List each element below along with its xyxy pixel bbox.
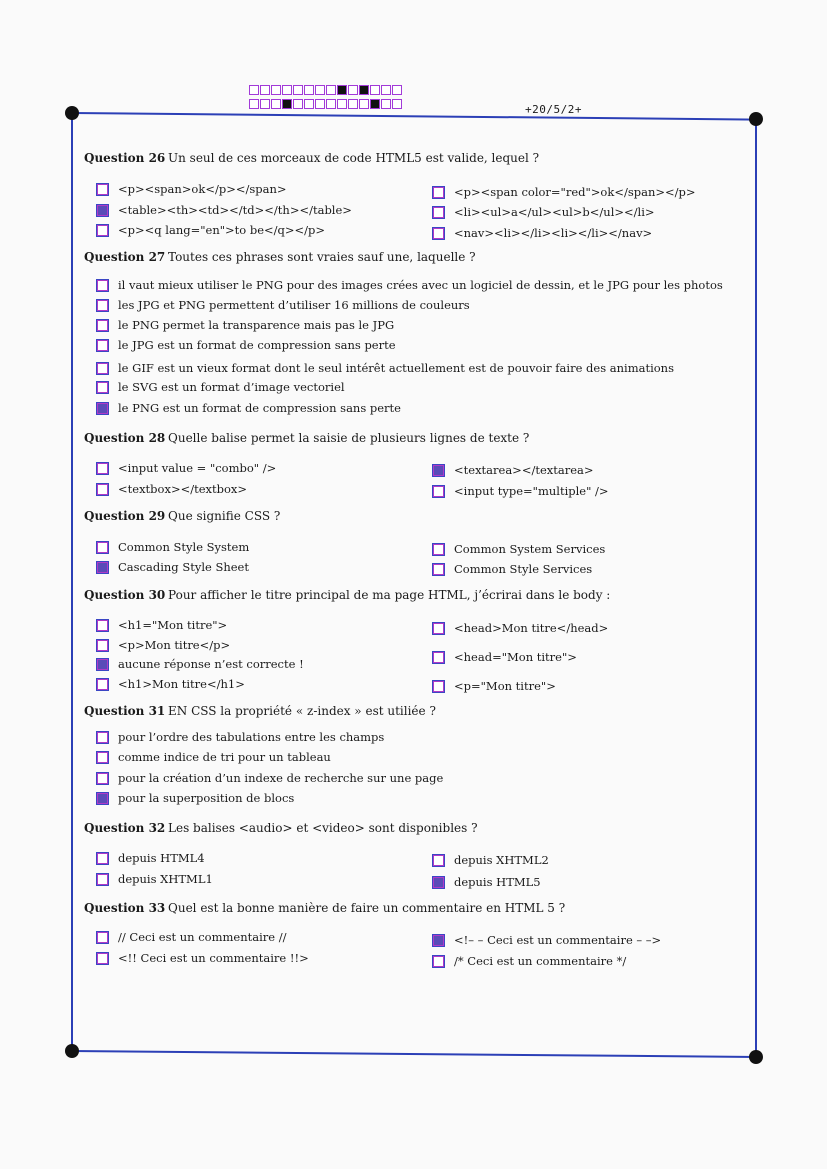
corner-mark-top-right — [749, 112, 763, 126]
checkbox[interactable] — [432, 854, 445, 867]
answer-option[interactable] — [96, 461, 276, 475]
barcode-row-2 — [249, 99, 402, 109]
barcode-cell — [249, 99, 259, 109]
option-label: <h1="Mon titre"> — [118, 618, 228, 632]
checkbox[interactable] — [96, 658, 109, 671]
option-label: /* Ceci est un commentaire */ — [454, 954, 627, 968]
option-label: // Ceci est un commentaire // — [118, 930, 287, 944]
checkbox[interactable] — [96, 619, 109, 632]
option-label: Cascading Style Sheet — [118, 560, 249, 574]
answer-option[interactable] — [432, 562, 592, 576]
option-label: Common Style Services — [454, 562, 593, 576]
option-label: <p><q lang="en">to be</q></p> — [118, 223, 326, 237]
option-label: depuis XHTML2 — [454, 853, 549, 867]
option-label: le SVG est un format d’image vectoriel — [118, 380, 345, 394]
question-33 — [84, 901, 565, 915]
option-label: <p>Mon titre</p> — [118, 638, 231, 652]
barcode-cell — [315, 85, 325, 95]
answer-option[interactable] — [432, 954, 626, 968]
answer-option[interactable] — [96, 951, 309, 965]
option-label: le JPG est un format de compression sans perte — [118, 338, 396, 352]
question-28 — [84, 431, 529, 445]
answer-option[interactable] — [96, 638, 230, 652]
checkbox[interactable] — [96, 204, 109, 217]
answer-option[interactable] — [432, 542, 605, 556]
barcode-cell — [304, 85, 314, 95]
answer-option[interactable] — [96, 730, 384, 744]
option-label: il vaut mieux utiliser le PNG pour des images crées avec un logiciel de dessin, et le JPG pour les photos — [118, 278, 723, 292]
checkbox[interactable] — [96, 279, 109, 292]
checkbox[interactable] — [432, 485, 445, 498]
answer-option[interactable] — [96, 182, 287, 196]
barcode-cell — [392, 85, 402, 95]
answer-option[interactable] — [96, 380, 345, 394]
answer-option[interactable] — [96, 657, 304, 671]
checkbox[interactable] — [96, 183, 109, 196]
question-number: Question 30 — [84, 588, 166, 602]
barcode-cell — [249, 85, 259, 95]
checkbox[interactable] — [96, 792, 109, 805]
option-label: depuis XHTML1 — [118, 872, 213, 886]
option-label: Common Style System — [118, 540, 250, 554]
option-label: <p><span color="red">ok</span></p> — [454, 185, 696, 199]
checkbox[interactable] — [96, 731, 109, 744]
option-label: pour l’ordre des tabulations entre les champs — [118, 730, 385, 744]
option-label: <textbox></textbox> — [118, 482, 248, 496]
barcode-cell — [293, 99, 303, 109]
checkbox[interactable] — [432, 680, 445, 693]
question-text: EN CSS la propriété « z-index » est utiliée ? — [168, 704, 436, 718]
checkbox[interactable] — [432, 622, 445, 635]
answer-option[interactable] — [96, 677, 245, 691]
barcode-cell — [326, 85, 336, 95]
checkbox[interactable] — [96, 224, 109, 237]
option-label: <head>Mon titre</head> — [454, 621, 609, 635]
question-29 — [84, 509, 280, 523]
option-label: pour la création d’un indexe de recherche sur une page — [118, 771, 444, 785]
option-label: pour la superposition de blocs — [118, 791, 295, 805]
barcode-cell — [282, 99, 292, 109]
option-label: <p><span>ok</p></span> — [118, 182, 287, 196]
question-text: Quel est la bonne manière de faire un commentaire en HTML 5 ? — [168, 901, 566, 915]
question-text: Quelle balise permet la saisie de plusieurs lignes de texte ? — [168, 431, 530, 445]
answer-option[interactable] — [96, 318, 394, 332]
answer-option[interactable] — [432, 650, 577, 664]
checkbox[interactable] — [432, 934, 445, 947]
option-label: <nav><li></li><li></li></nav> — [454, 226, 653, 240]
barcode-cell — [359, 99, 369, 109]
answer-option[interactable] — [96, 791, 294, 805]
answer-option[interactable] — [96, 771, 443, 785]
question-text: Un seul de ces morceaux de code HTML5 est valide, lequel ? — [168, 151, 540, 165]
checkbox[interactable] — [432, 227, 445, 240]
answer-option[interactable] — [432, 621, 608, 635]
barcode-cell — [282, 85, 292, 95]
answer-option[interactable] — [96, 872, 213, 886]
checkbox[interactable] — [96, 541, 109, 554]
option-label: le PNG est un format de compression sans perte — [118, 401, 401, 415]
question-text: Pour afficher le titre principal de ma page HTML, j’écrirai dans le body : — [168, 588, 611, 602]
answer-option[interactable] — [432, 679, 556, 693]
frame-left — [71, 112, 73, 1050]
checkbox[interactable] — [96, 772, 109, 785]
answer-option[interactable] — [96, 298, 470, 312]
barcode-cell — [348, 85, 358, 95]
option-label: <input type="multiple" /> — [454, 484, 609, 498]
question-number: Question 29 — [84, 509, 166, 523]
question-text: Les balises <audio> et <video> sont disponibles ? — [168, 821, 478, 835]
corner-mark-top-left — [65, 106, 79, 120]
checkbox[interactable] — [432, 464, 445, 477]
answer-option[interactable] — [96, 851, 205, 865]
barcode-cell — [271, 85, 281, 95]
option-label: <li><ul>a</ul><ul>b</ul></li> — [454, 205, 655, 219]
checkbox[interactable] — [432, 876, 445, 889]
question-32 — [84, 821, 478, 835]
checkbox[interactable] — [432, 955, 445, 968]
question-number: Question 31 — [84, 704, 166, 718]
option-label: les JPG et PNG permettent d’utiliser 16 millions de couleurs — [118, 298, 470, 312]
barcode-cell — [271, 99, 281, 109]
answer-option[interactable] — [96, 401, 401, 415]
answer-option[interactable] — [96, 618, 227, 632]
frame-bottom — [71, 1050, 757, 1057]
barcode-cell — [293, 85, 303, 95]
checkbox[interactable] — [432, 206, 445, 219]
answer-option[interactable] — [96, 750, 331, 764]
question-number: Question 33 — [84, 901, 166, 915]
page-id: +20/5/2+ — [525, 103, 582, 116]
answer-option[interactable] — [96, 338, 396, 352]
question-26 — [84, 151, 539, 165]
option-label: <p="Mon titre"> — [454, 679, 556, 693]
checkbox[interactable] — [96, 561, 109, 574]
option-label: <!– – Ceci est un commentaire – –> — [454, 933, 662, 947]
answer-option[interactable] — [96, 540, 249, 554]
question-text: Toutes ces phrases sont vraies sauf une, laquelle ? — [168, 250, 476, 264]
option-label: <input value = "combo" /> — [118, 461, 277, 475]
option-label: depuis HTML5 — [454, 875, 541, 889]
option-label: le PNG permet la transparence mais pas le JPG — [118, 318, 395, 332]
answer-option[interactable] — [432, 853, 549, 867]
answer-option[interactable] — [432, 226, 652, 240]
checkbox[interactable] — [432, 563, 445, 576]
answer-option[interactable] — [96, 361, 674, 375]
checkbox[interactable] — [96, 873, 109, 886]
barcode-cell — [370, 85, 380, 95]
checkbox[interactable] — [96, 639, 109, 652]
barcode-cell — [337, 99, 347, 109]
barcode-cell — [359, 85, 369, 95]
question-number: Question 32 — [84, 821, 166, 835]
checkbox[interactable] — [96, 362, 109, 375]
barcode-cell — [337, 85, 347, 95]
corner-mark-bottom-left — [65, 1044, 79, 1058]
answer-option[interactable] — [96, 278, 723, 292]
option-label: <head="Mon titre"> — [454, 650, 577, 664]
checkbox[interactable] — [96, 751, 109, 764]
answer-option[interactable] — [96, 560, 249, 574]
checkbox[interactable] — [96, 931, 109, 944]
answer-option[interactable] — [96, 930, 287, 944]
answer-option[interactable] — [432, 463, 594, 477]
barcode-cell — [304, 99, 314, 109]
question-number: Question 27 — [84, 250, 166, 264]
checkbox[interactable] — [432, 651, 445, 664]
barcode-cell — [381, 85, 391, 95]
option-label: <!! Ceci est un commentaire !!> — [118, 951, 309, 965]
barcode-cell — [315, 99, 325, 109]
option-label: aucune réponse n’est correcte ! — [118, 657, 304, 671]
option-label: depuis HTML4 — [118, 851, 205, 865]
option-label: comme indice de tri pour un tableau — [118, 750, 331, 764]
answer-option[interactable] — [432, 484, 609, 498]
barcode-cell — [392, 99, 402, 109]
option-label: Common System Services — [454, 542, 606, 556]
checkbox[interactable] — [96, 462, 109, 475]
checkbox[interactable] — [96, 852, 109, 865]
barcode-row-1 — [249, 85, 402, 95]
option-label: <h1>Mon titre</h1> — [118, 677, 245, 691]
checkbox[interactable] — [96, 483, 109, 496]
answer-option[interactable] — [432, 205, 655, 219]
frame-top — [72, 112, 758, 120]
answer-option[interactable] — [432, 933, 661, 947]
checkbox[interactable] — [432, 543, 445, 556]
question-text: Que signifie CSS ? — [168, 509, 281, 523]
answer-option[interactable] — [96, 482, 247, 496]
checkbox[interactable] — [96, 339, 109, 352]
question-31 — [84, 704, 436, 718]
barcode-cell — [348, 99, 358, 109]
answer-option[interactable] — [96, 223, 325, 237]
barcode-cell — [260, 85, 270, 95]
question-number: Question 28 — [84, 431, 166, 445]
checkbox[interactable] — [96, 381, 109, 394]
checkbox[interactable] — [96, 319, 109, 332]
checkbox[interactable] — [96, 402, 109, 415]
barcode-cell — [370, 99, 380, 109]
option-label: <table><th><td></td></th></table> — [118, 203, 352, 217]
barcode-cell — [326, 99, 336, 109]
answer-option[interactable] — [96, 203, 352, 217]
option-label: <textarea></textarea> — [454, 463, 594, 477]
corner-mark-bottom-right — [749, 1050, 763, 1064]
checkbox[interactable] — [96, 952, 109, 965]
option-label: le GIF est un vieux format dont le seul intérêt actuellement est de pouvoir faire des animations — [118, 361, 674, 375]
checkbox[interactable] — [96, 678, 109, 691]
frame-right — [755, 118, 757, 1056]
checkbox[interactable] — [432, 186, 445, 199]
barcode-cell — [381, 99, 391, 109]
barcode-cell — [260, 99, 270, 109]
question-30 — [84, 588, 610, 602]
answer-option[interactable] — [432, 185, 696, 199]
question-27 — [84, 250, 476, 264]
question-number: Question 26 — [84, 151, 166, 165]
checkbox[interactable] — [96, 299, 109, 312]
answer-option[interactable] — [432, 875, 541, 889]
